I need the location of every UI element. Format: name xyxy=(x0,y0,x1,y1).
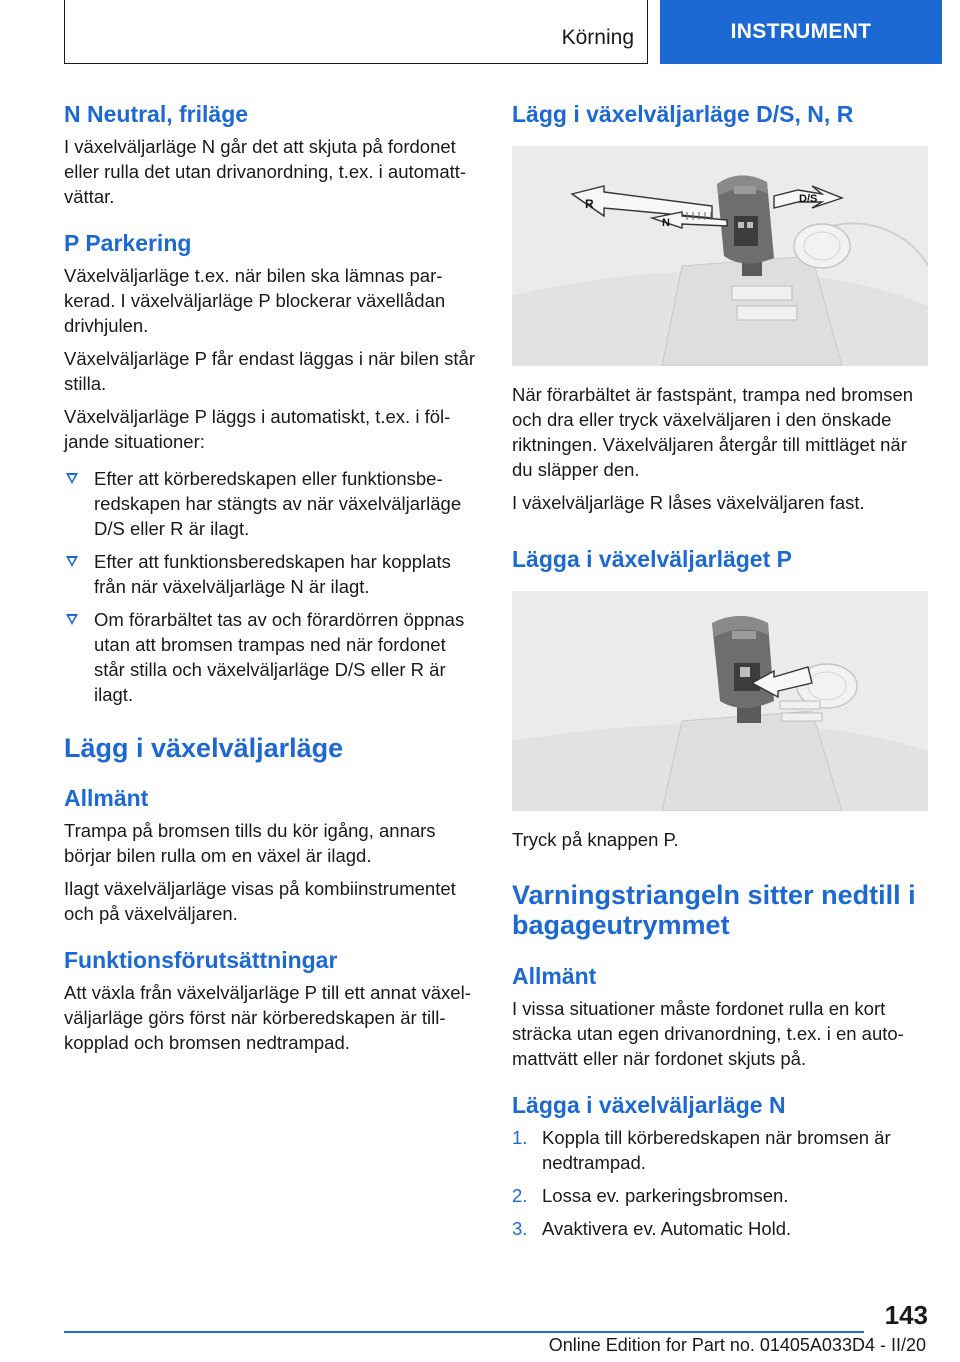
warn-general-heading: Allmänt xyxy=(512,963,597,989)
neutral-text: I växelväljarläge N går det att skjuta på fordonet eller rulla det utan drivanordning, t.ex. i automattvättar. xyxy=(64,136,467,207)
func-text: Att växla från växelväljarläge P till ett annat växelväljarläge görs först när körberedskapen är tillkopplad och bromsen nedtrampad. xyxy=(64,982,471,1053)
neutral-heading: N Neutral, friläge xyxy=(64,101,249,127)
gear-selector-figure-dsnr xyxy=(512,146,928,366)
park-text-3: Växelväljarläge P läggs i automatiskt, t.ex. i följande situationer: xyxy=(64,406,451,452)
list-item: Efter att körberedskapen eller funktionsberedskapen har stängts av när växelväljarläge D/S eller R är ilagt. xyxy=(64,466,478,541)
gear-selector-figure-p xyxy=(512,591,928,811)
footer-rule xyxy=(64,1331,864,1333)
page-number: 143 xyxy=(884,1300,928,1330)
engage-heading: Lägg i växelväljarläge xyxy=(64,733,344,763)
section-tab: INSTRUMENT xyxy=(660,0,942,64)
fig-label-r: R xyxy=(585,197,594,211)
general-text-1: Trampa på bromsen tills du kör igång, annars börjar bilen rulla om en växel är ilagd. xyxy=(64,820,436,866)
p-text: Tryck på knappen P. xyxy=(512,829,679,850)
n-heading: Lägga i växelväljarläge N xyxy=(512,1092,786,1118)
fig-label-ds: D/S xyxy=(799,193,818,205)
auto-park-list xyxy=(64,466,478,707)
edition-text: Online Edition for Part no. 01405A033D4 - II/20 xyxy=(548,1335,926,1355)
fig-label-n: N xyxy=(662,217,670,229)
park-text-1: Växelväljarläge t.ex. när bilen ska lämnas parkerad. I växelväljarläge P blockerar växellådan drivhjulen. xyxy=(64,265,446,336)
warn-text: I vissa situationer måste fordonet rulla en kort sträcka utan egen drivanordning, t.ex. i en automattvätt eller när fordonet skjuts på. xyxy=(512,998,904,1069)
gear-selector-illustration xyxy=(512,146,928,366)
list-item: 3. Avaktivera ev. Automatic Hold. xyxy=(512,1218,792,1239)
park-button-illustration xyxy=(512,591,928,811)
p-heading: Lägga i växelväljarläget P xyxy=(512,546,792,572)
chapter-title: Körning xyxy=(561,26,634,49)
warn-heading: Varningstriangeln sitter nedtill i bagageutrymmet xyxy=(512,880,916,940)
n-steps-list xyxy=(512,1125,928,1241)
dsnr-heading: Lägg i växelväljarläge D/S, N, R xyxy=(512,101,854,127)
list-item: 1. Koppla till körberedskapen när bromsen är nedtrampad. xyxy=(512,1127,891,1173)
right-column xyxy=(512,100,928,1249)
triangle-bullet-icon xyxy=(66,556,78,567)
dsnr-text-1: När förarbältet är fastspänt, trampa ned bromsen och dra eller tryck växelväljaren i den önskade riktningen. Växelväljaren återgår till mittläget när du släpper den. xyxy=(512,384,914,480)
general-heading: Allmänt xyxy=(64,785,149,811)
park-heading: P Parkering xyxy=(64,230,192,256)
dsnr-text-2: I växelväljarläge R låses växelväljaren fast. xyxy=(512,492,865,513)
triangle-bullet-icon xyxy=(66,614,78,625)
list-item: Om förarbältet tas av och förardörren öppnas utan att bromsen trampas ned när fordonet står stilla och växelväljarläge D/S eller R är ilagt. xyxy=(64,607,478,707)
list-item: Efter att funktionsberedskapen har kopplats från när växelväljarläge N är ilagt. xyxy=(64,549,478,599)
triangle-bullet-icon xyxy=(66,473,78,484)
park-text-2: Växelväljarläge P får endast läggas i när bilen står stilla. xyxy=(64,348,476,394)
list-item: 2. Lossa ev. parkeringsbromsen. xyxy=(512,1185,789,1206)
left-column xyxy=(64,100,478,1063)
func-heading: Funktionsförutsättningar xyxy=(64,947,338,973)
general-text-2: Ilagt växelväljarläge visas på kombiinstrumentet och på växelväljaren. xyxy=(64,878,456,924)
